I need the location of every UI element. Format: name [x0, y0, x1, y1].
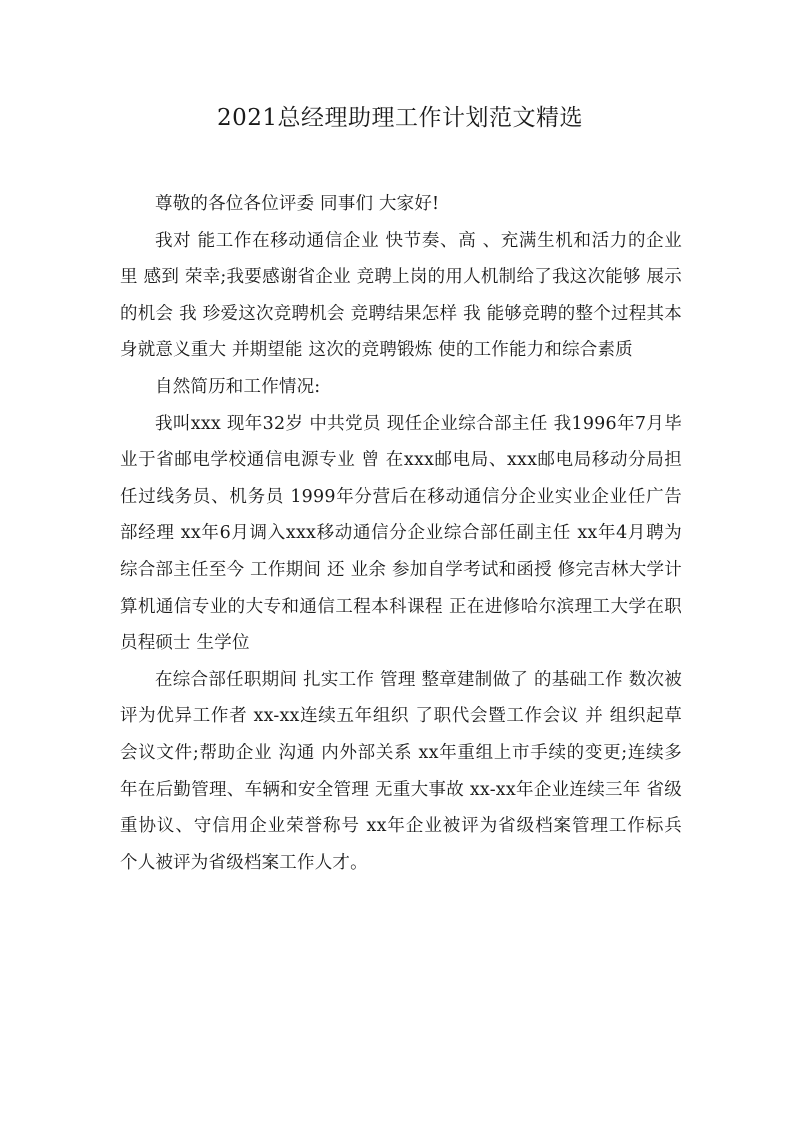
paragraph-section-heading: 自然简历和工作情况: [155, 376, 321, 397]
paragraph-achievements: 在综合部任职期间 扎实工作 管理 整章建制做了 的基础工作 数次被评为优异工作者 xx-xx连续五年组织 了职代会暨工作会议 并 组织起草会议文件;帮助企业 沟通 内外部关系 xx年重组上市手续的变更;连续多年在后勤管理、车辆和安全管理 无重大事故 xx-xx年企业连续三年 省级重协议、守信用企业荣誉称号 xx年企业被评为省级档案管理工作标兵 个人被评为省级档案工作人才。 [120, 669, 682, 873]
document-title: 2021总经理助理工作计划范文精选 [216, 105, 584, 131]
paragraph-introduction: 我对 能工作在移动通信企业 快节奏、高 、充满生机和活力的企业里 感到 荣幸;我要感谢省企业 竞聘上岗的用人机制给了我这次能够 展示的机会 我 珍爱这次竞聘机会 竞聘结果怎样 我 能够竞聘的整个过程其本身就意义重大 并期望能 这次的竞聘锻炼 使的工作能力和综合素质 [120, 230, 682, 361]
paragraph-resume: 我叫xxx 现年32岁 中共党员 现任企业综合部主任 我1996年7月毕业于省邮电学校通信电源专业 曾 在xxx邮电局、xxx邮电局移动分局担任过线务员、机务员 1999年分营后在移动通信分企业实业企业任广告部经理 xx年6月调入xxx移动通信分企业综合部任副主任 xx年4月聘为综合部主任至今 工作期间 还 业余 参加自学考试和函授 修完吉林大学计算机通信专业的大专和通信工程本科课程 正在进修哈尔滨理工大学在职员程硕士 生学位 [120, 413, 682, 654]
paragraph-greeting: 尊敬的各位各位评委 同事们 大家好! [155, 194, 440, 214]
document-body [120, 186, 682, 881]
